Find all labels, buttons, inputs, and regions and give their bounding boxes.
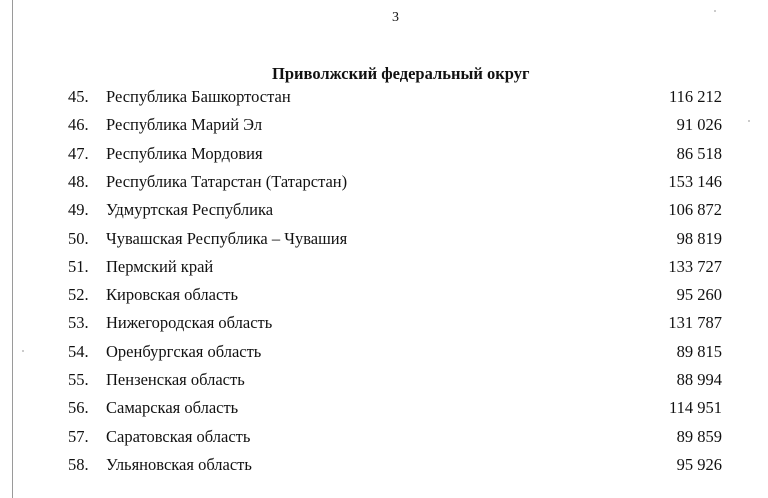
table-row (0, 256, 768, 282)
region-name: Оренбургская область (106, 341, 262, 361)
region-value: 91 026 (676, 115, 722, 135)
region-value: 95 926 (676, 454, 722, 474)
table-row (0, 284, 768, 310)
region-value: 86 518 (676, 143, 722, 163)
region-value: 95 260 (676, 285, 722, 305)
table-row (0, 114, 768, 140)
region-name: Пензенская область (106, 370, 245, 389)
row-number: 45. (68, 87, 89, 106)
region-value: 89 815 (676, 341, 722, 361)
region-name: Чувашская Республика – Чувашия (106, 228, 348, 248)
table-row (0, 86, 768, 112)
region-value: 153 146 (668, 171, 722, 191)
region-value: 106 872 (668, 200, 722, 220)
region-name: Саратовская область (106, 426, 251, 446)
row-number: 50. (68, 228, 89, 248)
row-number: 57. (68, 426, 89, 446)
row-number: 58. (68, 454, 89, 474)
region-name: Кировская область (106, 285, 239, 305)
table-row (0, 397, 768, 423)
table-row (0, 426, 768, 452)
region-name: Пермский край (106, 256, 214, 276)
row-number: 55. (68, 370, 89, 389)
row-number: 47. (68, 143, 89, 163)
row-number: 46. (68, 115, 89, 135)
table-row (0, 454, 768, 480)
region-value: 89 859 (676, 426, 722, 446)
section-title: Приволжский федеральный округ (272, 64, 530, 83)
row-number: 48. (68, 171, 89, 191)
table-row (0, 199, 768, 225)
region-name: Удмуртская Республика (106, 200, 274, 220)
row-number: 49. (68, 200, 89, 220)
page-number: 3 (392, 10, 399, 25)
table-row (0, 341, 768, 367)
row-number: 54. (68, 341, 89, 361)
region-name: Республика Мордовия (106, 143, 263, 163)
table-row (0, 143, 768, 169)
table-row (0, 369, 768, 395)
region-name: Республика Татарстан (Татарстан) (106, 171, 348, 191)
region-name: Республика Башкортостан (106, 87, 291, 106)
region-value: 116 212 (668, 87, 722, 106)
table-row (0, 312, 768, 338)
table-row (0, 228, 768, 254)
scan-speck (714, 10, 716, 12)
table-row (0, 171, 768, 197)
row-number: 53. (68, 313, 89, 333)
region-value: 114 951 (668, 398, 722, 418)
region-name: Самарская область (106, 398, 239, 418)
row-number: 56. (68, 398, 89, 418)
region-value: 88 994 (676, 370, 722, 389)
row-number: 51. (68, 256, 89, 276)
region-value: 133 727 (668, 256, 722, 276)
region-name: Ульяновская область (106, 454, 252, 474)
region-value: 98 819 (676, 228, 722, 248)
region-name: Республика Марий Эл (106, 115, 263, 135)
region-name: Нижегородская область (106, 313, 273, 333)
region-value: 131 787 (668, 313, 722, 333)
row-number: 52. (68, 285, 89, 305)
